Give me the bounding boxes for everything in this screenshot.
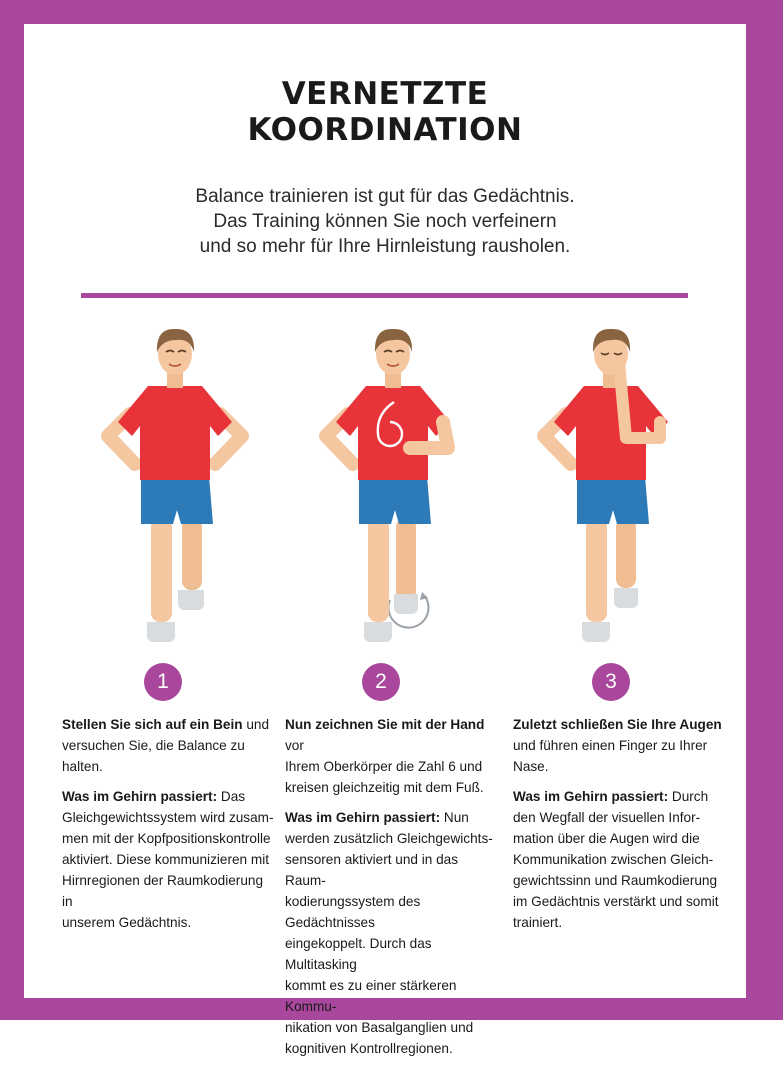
instruction-lead: Nun zeichnen Sie mit der Hand — [285, 717, 485, 732]
instruction-text: und führen einen Finger zu Ihrer Nase. — [513, 738, 708, 774]
figure-step-2 — [298, 318, 488, 658]
brain-paragraph — [285, 807, 500, 1059]
brain-text: Nun werden zusätzlich Gleichgewichts- sensoren aktiviert und in das Raum- kodierungssystem des Gedächtnisses eingekoppelt. Durch das Multitasking kommt es zu einer stärkeren Kommu- nikation von Basalganglien und kognitiven Kontrollregionen. — [285, 810, 493, 1056]
brain-paragraph — [513, 786, 723, 933]
instruction-lead: Zuletzt schließen Sie Ihre Augen — [513, 717, 722, 732]
shorts — [577, 476, 649, 524]
instruction-paragraph — [513, 714, 723, 777]
page-subtitle: Balance trainieren ist gut für das Gedächtnis. Das Training können Sie noch verfeinern und so mehr für Ihre Hirnleistung rausholen. — [195, 186, 575, 257]
page-title: VERNETZTE KOORDINATION — [247, 76, 523, 148]
instruction-paragraph — [62, 714, 274, 777]
instruction-lead: Stellen Sie sich auf ein Bein — [62, 717, 243, 732]
step-number-badge: 3 — [592, 663, 630, 701]
standing-leg — [364, 518, 392, 642]
standing-leg — [582, 518, 610, 642]
brain-text: Durch den Wegfall der visuellen Infor- mation über die Augen wird die Kommunikation zwischen Gleich- gewichtssinn und Raumkodierung im Gedächtnis verstärkt und somit trainiert. — [513, 789, 719, 930]
instruction-text: vor Ihrem Oberkörper die Zahl 6 und kreisen gleichzeitig mit dem Fuß. — [285, 738, 484, 795]
divider — [81, 293, 688, 298]
step-1-description — [62, 714, 274, 942]
brain-text: Das Gleichgewichtssystem wird zusam- men mit der Kopfpositionskontrolle aktiviert. Diese kommunizieren mit Hirnregionen der Raumkodierung in unserem Gedächtnis. — [62, 789, 274, 930]
back-leg — [178, 518, 204, 610]
shorts — [359, 476, 431, 524]
brain-label: Was im Gehirn passiert: — [62, 789, 218, 804]
instruction-text: und versuchen Sie, die Balance zu halten. — [62, 717, 270, 774]
standing-leg — [147, 518, 175, 642]
instruction-paragraph — [285, 714, 500, 798]
figure-step-1 — [80, 318, 270, 658]
back-leg — [394, 518, 418, 614]
figure-step-3 — [516, 318, 706, 658]
step-2-description — [285, 714, 500, 1068]
brain-paragraph — [62, 786, 274, 933]
shorts — [141, 476, 213, 524]
step-number-badge: 1 — [144, 663, 182, 701]
step-number-badge: 2 — [362, 663, 400, 701]
back-leg — [614, 518, 638, 608]
brain-label: Was im Gehirn passiert: — [513, 789, 669, 804]
step-3-description — [513, 714, 723, 942]
brain-label: Was im Gehirn passiert: — [285, 810, 441, 825]
